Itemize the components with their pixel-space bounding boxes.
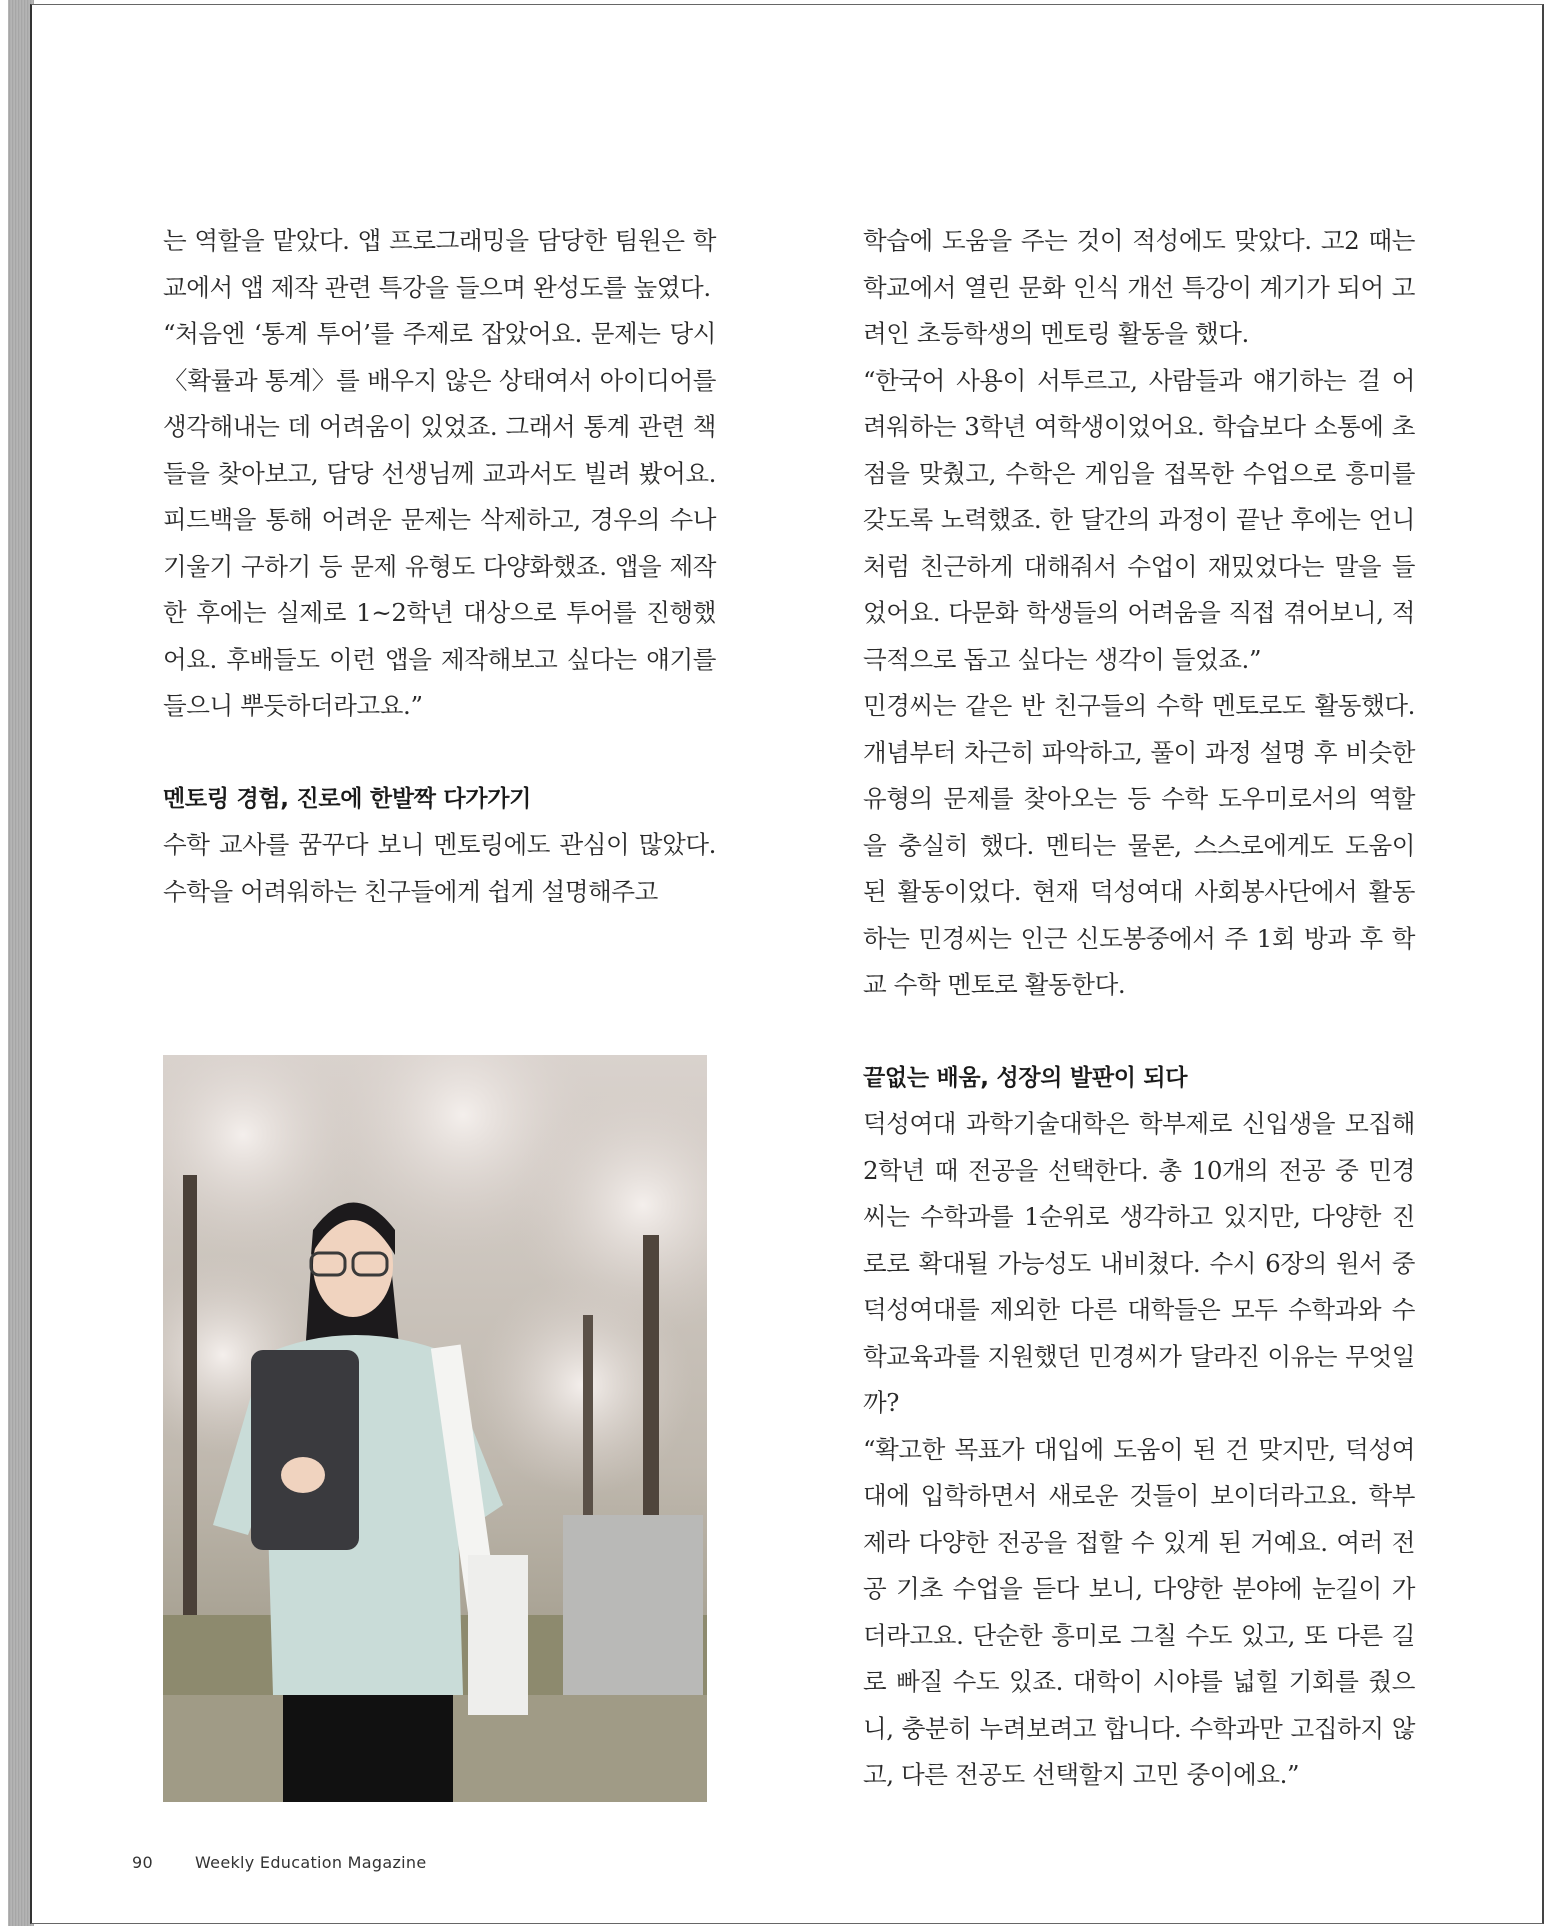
right-paragraph-2: “한국어 사용이 서투르고, 사람들과 얘기하는 걸 어려워하는 3학년 여학생이었어요. 학습보다 소통에 초점을 맞췄고, 수학은 게임을 접목한 수업으로 흥미를 갖도록 노력했죠. 한 달간의 과정이 끝난 후에는 언니처럼 친근하게 대해줘서 수업이 재밌었다는 말을 들었어요. 다문화 학생들의 어려움을 직접 겪어보니, 적극적으로 돕고 싶다는 생각이 들었죠.” xyxy=(863,365,1415,674)
page-number: 90 xyxy=(132,1853,153,1872)
right-paragraph-4: 덕성여대 과학기술대학은 학부제로 신입생을 모집해 2학년 때 전공을 선택한다. 총 10개의 전공 중 민경씨는 수학과를 1순위로 생각하고 있지만, 다양한 진로로 확대될 가능성도 내비쳤다. 수시 6장의 원서 중 덕성여대를 제외한 다른 대학들은 모두 수학과와 수학교육과를 지원했던 민경씨가 달라진 이유는 무엇일까? xyxy=(863,1109,1415,1417)
section-heading-mentoring: 멘토링 경험, 진로에 한발짝 다가가기 xyxy=(163,785,532,812)
right-paragraph-3: 민경씨는 같은 반 친구들의 수학 멘토로도 활동했다. 개념부터 차근히 파악하고, 풀이 과정 설명 후 비슷한 유형의 문제를 찾아오는 등 수학 도우미로서의 역할을 충실히 했다. 멘티는 물론, 스스로에게도 도움이 된 활동이었다. 현재 덕성여대 사회봉사단에서 활동하는 민경씨는 인근 신도봉중에서 주 1회 방과 후 학교 수학 멘토로 활동한다. xyxy=(863,691,1415,999)
right-column xyxy=(863,218,1415,1799)
magazine-page xyxy=(30,4,1544,1924)
left-paragraph-1: 는 역할을 맡았다. 앱 프로그래밍을 담당한 팀원은 학교에서 앱 제작 관련 특강을 들으며 완성도를 높였다. xyxy=(163,226,716,302)
section-heading-learning: 끝없는 배움, 성장의 발판이 되다 xyxy=(863,1064,1188,1091)
left-paragraph-2: “처음엔 ‘통계 투어’를 주제로 잡았어요. 문제는 당시 〈확률과 통계〉를 배우지 않은 상태여서 아이디어를 생각해내는 데 어려움이 있었죠. 그래서 통계 관련 책들을 찾아보고, 담당 선생님께 교과서도 빌려 봤어요. 피드백을 통해 어려운 문제는 삭제하고, 경우의 수나 기울기 구하기 등 문제 유형도 다양화했죠. 앱을 제작한 후에는 실제로 1~2학년 대상으로 투어를 진행했어요. 후배들도 이런 앱을 제작해보고 싶다는 얘기를 들으니 뿌듯하더라고요.” xyxy=(163,319,716,720)
right-paragraph-1: 학습에 도움을 주는 것이 적성에도 맞았다. 고2 때는 학교에서 열린 문화 인식 개선 특강이 계기가 되어 고려인 초등학생의 멘토링 활동을 했다. xyxy=(863,226,1415,348)
magazine-name: Weekly Education Magazine xyxy=(195,1853,427,1872)
right-paragraph-5: “확고한 목표가 대입에 도움이 된 건 맞지만, 덕성여대에 입학하면서 새로운 것들이 보이더라고요. 학부제라 다양한 전공을 접할 수 있게 된 거예요. 여러 전공 기초 수업을 듣다 보니, 다양한 분야에 눈길이 가더라고요. 단순한 흥미로 그칠 수도 있고, 또 다른 길로 빠질 수도 있죠. 대학이 시야를 넓힐 기회를 줬으니, 충분히 누려보려고 합니다. 수학과만 고집하지 않고, 다른 전공도 선택할지 고민 중이에요.” xyxy=(863,1434,1415,1789)
student-photo xyxy=(163,1055,707,1802)
left-column xyxy=(163,218,716,915)
left-paragraph-3: 수학 교사를 꿈꾸다 보니 멘토링에도 관심이 많았다. 수학을 어려워하는 친구들에게 쉽게 설명해주고 xyxy=(163,830,716,906)
